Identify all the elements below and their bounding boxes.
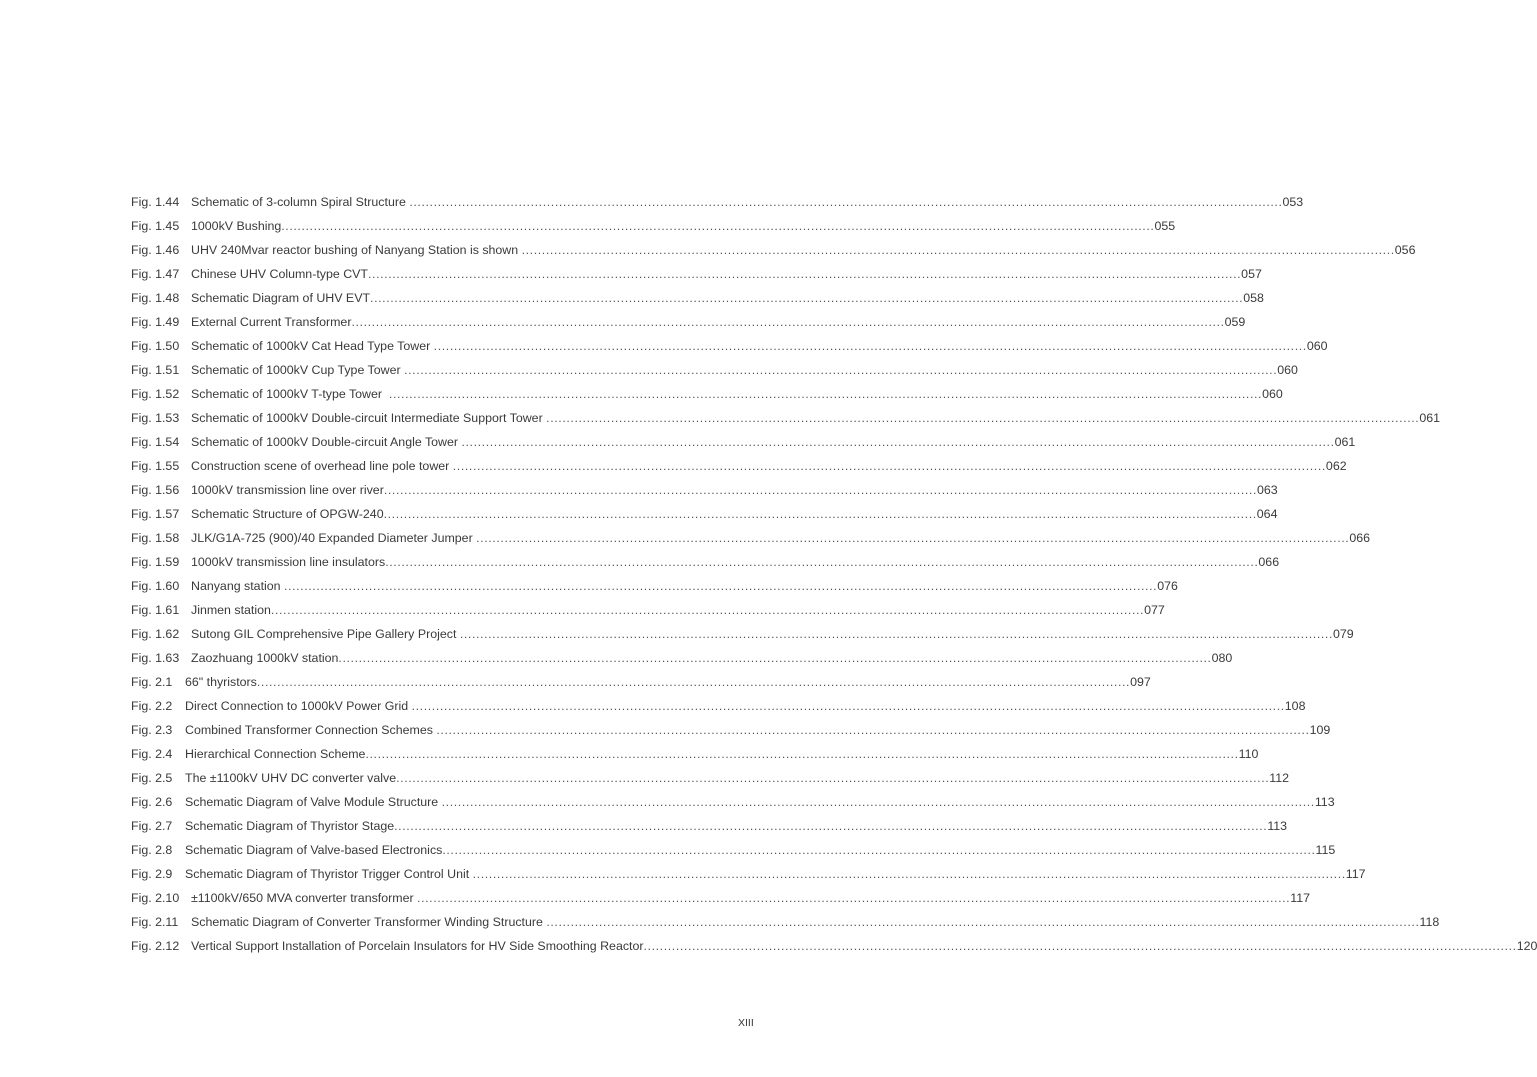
figure-label: Fig. 1.49 — [131, 315, 180, 329]
dot-leader — [385, 553, 1258, 571]
toc-entry — [131, 217, 1176, 241]
figure-title: Schematic Diagram of Thyristor Stage — [185, 819, 395, 833]
page-ref: 066 — [1349, 531, 1371, 545]
dot-leader — [338, 649, 1211, 667]
toc-entry — [131, 937, 1537, 961]
figure-title: Hierarchical Connection Scheme — [185, 747, 366, 761]
figure-title: The ±1100kV UHV DC converter valve — [185, 771, 397, 785]
toc-entry — [131, 241, 1416, 265]
figure-label: Fig. 1.55 — [131, 459, 180, 473]
figure-title: Schematic Structure of OPGW-240 — [191, 507, 384, 521]
figure-title: Schematic of 1000kV Cup Type Tower — [191, 363, 405, 377]
figure-title: Schematic Diagram of Valve-based Electronics — [185, 843, 443, 857]
figure-label: Fig. 1.62 — [131, 627, 180, 641]
figure-label: Fig. 1.53 — [131, 411, 180, 425]
toc-entry — [131, 289, 1264, 313]
dot-leader — [412, 697, 1285, 715]
figure-label: Fig. 1.51 — [131, 363, 180, 377]
toc-entry — [131, 193, 1304, 217]
dot-leader — [281, 217, 1154, 235]
figure-label: Fig. 2.6 — [131, 795, 173, 809]
figure-label: Fig. 2.12 — [131, 939, 180, 953]
figure-title: UHV 240Mvar reactor bushing of Nanyang Station is shown — [191, 243, 522, 257]
toc-entry — [131, 625, 1354, 649]
page-ref: 110 — [1238, 747, 1259, 761]
dot-leader — [442, 841, 1315, 859]
page-ref: 077 — [1144, 603, 1165, 617]
page-ref: 055 — [1154, 219, 1176, 233]
figure-label: Fig. 1.58 — [131, 531, 180, 545]
dot-leader — [394, 817, 1267, 835]
toc-entry — [131, 913, 1440, 937]
figure-label: Fig. 1.50 — [131, 339, 180, 353]
toc-entry — [131, 361, 1298, 385]
page-ref: 058 — [1243, 291, 1264, 305]
toc-entry — [131, 601, 1165, 625]
figure-label: Fig. 1.46 — [131, 243, 180, 257]
figure-label: Fig. 1.57 — [131, 507, 180, 521]
toc-entry — [131, 793, 1335, 817]
figure-label: Fig. 1.60 — [131, 579, 180, 593]
figure-title: Schematic Diagram of Converter Transformer Winding Structure — [191, 915, 547, 929]
page-ref: 059 — [1224, 315, 1246, 329]
dot-leader — [389, 385, 1262, 403]
dot-leader — [461, 433, 1334, 451]
page-ref: 079 — [1333, 627, 1354, 641]
toc-entry — [131, 265, 1262, 289]
figure-title: Schematic Diagram of UHV EVT — [191, 291, 371, 305]
figure-title: ±1100kV/650 MVA converter transformer — [191, 891, 418, 905]
page-ref: 117 — [1290, 891, 1310, 905]
figure-label: Fig. 1.48 — [131, 291, 180, 305]
figure-title: Schematic Diagram of Valve Module Structure — [185, 795, 442, 809]
page-ref: 109 — [1309, 723, 1331, 737]
page-ref: 060 — [1277, 363, 1298, 377]
dot-leader — [368, 265, 1241, 283]
dot-leader — [271, 601, 1144, 619]
toc-entry — [131, 481, 1278, 505]
figure-title: Schematic Diagram of Thyristor Trigger Control Unit — [185, 867, 473, 881]
dot-leader — [476, 529, 1349, 547]
figure-title: Nanyang station — [191, 579, 284, 593]
dot-leader — [442, 793, 1315, 811]
toc-entry — [131, 817, 1288, 841]
page-ref: 066 — [1258, 555, 1280, 569]
figure-title: 1000kV Bushing — [191, 219, 282, 233]
figure-label: Fig. 2.9 — [131, 867, 173, 881]
page-ref: 076 — [1157, 579, 1178, 593]
toc-entry — [131, 697, 1306, 721]
page-ref: 118 — [1419, 915, 1440, 929]
dot-leader — [404, 361, 1277, 379]
figure-title: Schematic of 1000kV Double-circuit Intermediate Support Tower — [191, 411, 547, 425]
toc-entry — [131, 313, 1246, 337]
dot-leader — [546, 409, 1419, 427]
page-ref: 056 — [1394, 243, 1416, 257]
figure-title: Jinmen station — [191, 603, 271, 617]
list-of-figures — [131, 193, 1537, 961]
figure-label: Fig. 2.8 — [131, 843, 173, 857]
figure-label: Fig. 1.61 — [131, 603, 180, 617]
dot-leader — [351, 313, 1224, 331]
toc-entry — [131, 769, 1290, 793]
figure-title: Schematic of 1000kV T-type Tower — [191, 387, 389, 401]
figure-label: Fig. 1.52 — [131, 387, 180, 401]
dot-leader — [434, 337, 1307, 355]
page-ref: 060 — [1306, 339, 1328, 353]
page-ref: 060 — [1262, 387, 1283, 401]
figure-title: JLK/G1A-725 (900)/40 Expanded Diameter Jumper — [191, 531, 477, 545]
toc-entry — [131, 577, 1178, 601]
toc-entry — [131, 841, 1336, 865]
page-ref: 117 — [1345, 867, 1366, 881]
toc-entry — [131, 337, 1328, 361]
toc-entry — [131, 385, 1283, 409]
toc-entry — [131, 745, 1259, 769]
page-number: XIII — [738, 1017, 754, 1029]
figure-label: Fig. 1.54 — [131, 435, 180, 449]
page-ref: 064 — [1256, 507, 1278, 521]
toc-entry — [131, 721, 1331, 745]
dot-leader — [384, 481, 1257, 499]
page-ref: 113 — [1267, 819, 1288, 833]
dot-leader — [644, 937, 1517, 955]
page-ref: 115 — [1315, 843, 1336, 857]
dot-leader — [453, 457, 1326, 475]
toc-entry — [131, 409, 1441, 433]
figure-label: Fig. 2.1 — [131, 675, 173, 689]
figure-title: 1000kV transmission line insulators — [191, 555, 386, 569]
toc-entry — [131, 649, 1233, 673]
figure-title: 66" thyristors — [185, 675, 257, 689]
figure-title: Combined Transformer Connection Schemes — [185, 723, 437, 737]
page-ref: 113 — [1314, 795, 1335, 809]
dot-leader — [436, 721, 1309, 739]
dot-leader — [396, 769, 1269, 787]
toc-entry — [131, 433, 1356, 457]
figure-title: Schematic of 3-column Spiral Structure — [191, 195, 410, 209]
page-ref: 080 — [1211, 651, 1233, 665]
figure-title: Schematic of 1000kV Cat Head Type Tower — [191, 339, 434, 353]
figure-label: Fig. 1.63 — [131, 651, 180, 665]
figure-label: Fig. 2.2 — [131, 699, 173, 713]
toc-entry — [131, 505, 1278, 529]
figure-label: Fig. 2.11 — [131, 915, 179, 929]
dot-leader — [409, 193, 1282, 211]
toc-entry — [131, 673, 1151, 697]
toc-entry — [131, 529, 1371, 553]
figure-title: Chinese UHV Column-type CVT — [191, 267, 368, 281]
dot-leader — [284, 577, 1157, 595]
page-ref: 097 — [1130, 675, 1151, 689]
toc-entry — [131, 457, 1347, 481]
figure-label: Fig. 2.4 — [131, 747, 173, 761]
figure-label: Fig. 2.5 — [131, 771, 173, 785]
dot-leader — [460, 625, 1333, 643]
figure-title: Schematic of 1000kV Double-circuit Angle Tower — [191, 435, 462, 449]
page-ref: 061 — [1334, 435, 1356, 449]
dot-leader — [365, 745, 1238, 763]
figure-title: Sutong GIL Comprehensive Pipe Gallery Project — [191, 627, 460, 641]
figure-title: Direct Connection to 1000kV Power Grid — [185, 699, 412, 713]
figure-label: Fig. 1.59 — [131, 555, 180, 569]
figure-label: Fig. 2.3 — [131, 723, 173, 737]
figure-title: 1000kV transmission line over river — [191, 483, 384, 497]
dot-leader — [417, 889, 1290, 907]
dot-leader — [546, 913, 1419, 931]
figure-label: Fig. 1.44 — [131, 195, 180, 209]
figure-title: Zaozhuang 1000kV station — [191, 651, 339, 665]
figure-label: Fig. 2.10 — [131, 891, 180, 905]
dot-leader — [257, 673, 1130, 691]
dot-leader — [384, 505, 1257, 523]
dot-leader — [473, 865, 1346, 883]
figure-title: Vertical Support Installation of Porcelain Insulators for HV Side Smoothing Reactor — [191, 939, 644, 953]
page-ref: 063 — [1257, 483, 1278, 497]
figure-label: Fig. 2.7 — [131, 819, 173, 833]
page-ref: 057 — [1241, 267, 1262, 281]
figure-label: Fig. 1.47 — [131, 267, 180, 281]
page-ref: 112 — [1269, 771, 1290, 785]
toc-entry — [131, 865, 1366, 889]
figure-title: External Current Transformer — [191, 315, 352, 329]
page-ref: 108 — [1284, 699, 1306, 713]
page-ref: 120 — [1516, 939, 1537, 953]
dot-leader — [522, 241, 1395, 259]
toc-entry — [131, 889, 1310, 913]
dot-leader — [370, 289, 1243, 307]
figure-label: Fig. 1.56 — [131, 483, 180, 497]
page-ref: 053 — [1282, 195, 1304, 209]
toc-entry — [131, 553, 1280, 577]
figure-label: Fig. 1.45 — [131, 219, 180, 233]
page-ref: 061 — [1419, 411, 1441, 425]
figure-title: Construction scene of overhead line pole tower — [191, 459, 453, 473]
page-ref: 062 — [1325, 459, 1347, 473]
